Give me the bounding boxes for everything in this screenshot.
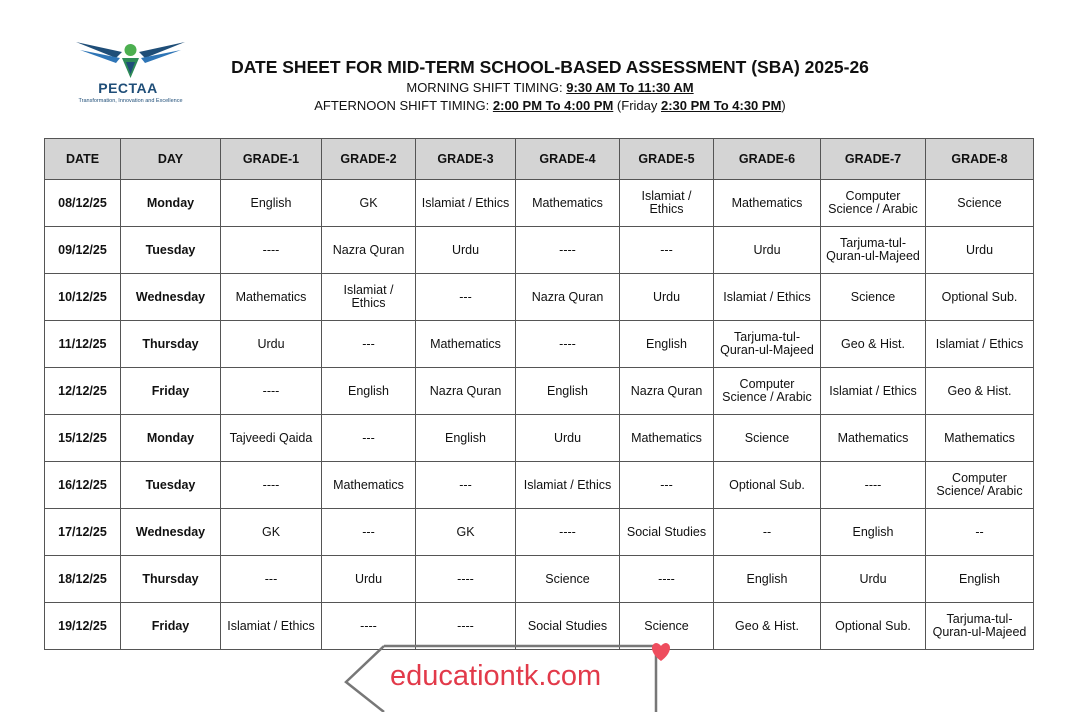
- friday-open: (Friday: [616, 98, 658, 113]
- table-body: [45, 180, 1034, 650]
- subject-cell: Computer Science/ Arabic: [926, 462, 1034, 509]
- subject-cell: Mathematics: [926, 415, 1034, 462]
- day-cell: Tuesday: [121, 227, 221, 274]
- subject-cell: Urdu: [714, 227, 821, 274]
- subject-cell: Science: [821, 274, 926, 321]
- watermark-text: educationtk.com: [390, 660, 602, 692]
- subject-cell: GK: [221, 509, 322, 556]
- subject-cell: ----: [516, 227, 620, 274]
- logo-name: PECTAA: [98, 80, 158, 96]
- subject-cell: Tarjuma-tul-Quran-ul-Majeed: [926, 603, 1034, 650]
- column-header: GRADE-8: [926, 139, 1034, 180]
- morning-time: 9:30 AM To 11:30 AM: [566, 80, 694, 95]
- subject-cell: Islamiat / Ethics: [620, 180, 714, 227]
- subject-cell: Mathematics: [821, 415, 926, 462]
- subject-cell: Science: [620, 603, 714, 650]
- subject-cell: Optional Sub.: [714, 462, 821, 509]
- subject-cell: Islamiat / Ethics: [322, 274, 416, 321]
- table-header-row: [45, 139, 1034, 180]
- column-header: GRADE-5: [620, 139, 714, 180]
- date-cell: 18/12/25: [45, 556, 121, 603]
- friday-time: 2:30 PM To 4:30 PM: [661, 98, 782, 113]
- table-row: [45, 321, 1034, 368]
- friday-close: ): [781, 98, 786, 113]
- page-title: DATE SHEET FOR MID-TERM SCHOOL-BASED ASSESSMENT (SBA) 2025-26: [231, 57, 869, 77]
- subject-cell: Nazra Quran: [516, 274, 620, 321]
- table-row: [45, 274, 1034, 321]
- subject-cell: Urdu: [416, 227, 516, 274]
- subject-cell: Mathematics: [221, 274, 322, 321]
- subject-cell: Mathematics: [620, 415, 714, 462]
- date-cell: 10/12/25: [45, 274, 121, 321]
- subject-cell: ---: [416, 274, 516, 321]
- subject-cell: ----: [221, 227, 322, 274]
- subject-cell: Nazra Quran: [322, 227, 416, 274]
- subject-cell: Urdu: [821, 556, 926, 603]
- table-row: [45, 509, 1034, 556]
- column-header: DAY: [121, 139, 221, 180]
- date-cell: 09/12/25: [45, 227, 121, 274]
- column-header: GRADE-1: [221, 139, 322, 180]
- table-row: [45, 415, 1034, 462]
- morning-label: MORNING SHIFT TIMING:: [406, 80, 563, 95]
- subject-cell: Urdu: [926, 227, 1034, 274]
- subject-cell: Geo & Hist.: [926, 368, 1034, 415]
- day-cell: Thursday: [121, 556, 221, 603]
- column-header: GRADE-6: [714, 139, 821, 180]
- subject-cell: Social Studies: [620, 509, 714, 556]
- date-cell: 15/12/25: [45, 415, 121, 462]
- subject-cell: GK: [416, 509, 516, 556]
- subject-cell: GK: [322, 180, 416, 227]
- day-cell: Wednesday: [121, 509, 221, 556]
- day-cell: Friday: [121, 603, 221, 650]
- subject-cell: English: [322, 368, 416, 415]
- subject-cell: Mathematics: [714, 180, 821, 227]
- subject-cell: Islamiat / Ethics: [416, 180, 516, 227]
- table-row: [45, 556, 1034, 603]
- subject-cell: Urdu: [620, 274, 714, 321]
- subject-cell: Nazra Quran: [620, 368, 714, 415]
- subject-cell: ---: [322, 415, 416, 462]
- subject-cell: ----: [620, 556, 714, 603]
- subject-cell: English: [516, 368, 620, 415]
- subject-cell: Urdu: [322, 556, 416, 603]
- afternoon-time: 2:00 PM To 4:00 PM: [492, 98, 614, 113]
- subject-cell: Islamiat / Ethics: [516, 462, 620, 509]
- afternoon-label: AFTERNOON SHIFT TIMING:: [314, 98, 490, 113]
- day-cell: Friday: [121, 368, 221, 415]
- subject-cell: Nazra Quran: [416, 368, 516, 415]
- subject-cell: Tarjuma-tul-Quran-ul-Majeed: [714, 321, 821, 368]
- subject-cell: Tarjuma-tul-Quran-ul-Majeed: [821, 227, 926, 274]
- date-cell: 16/12/25: [45, 462, 121, 509]
- column-header: GRADE-2: [322, 139, 416, 180]
- subject-cell: Mathematics: [416, 321, 516, 368]
- subject-cell: Geo & Hist.: [821, 321, 926, 368]
- afternoon-shift-timing: [150, 98, 950, 113]
- day-cell: Thursday: [121, 321, 221, 368]
- subject-cell: Mathematics: [322, 462, 416, 509]
- subject-cell: Tajveedi Qaida: [221, 415, 322, 462]
- table-row: [45, 227, 1034, 274]
- subject-cell: Computer Science / Arabic: [821, 180, 926, 227]
- table-row: [45, 368, 1034, 415]
- subject-cell: ----: [516, 321, 620, 368]
- column-header: GRADE-4: [516, 139, 620, 180]
- subject-cell: Geo & Hist.: [714, 603, 821, 650]
- subject-cell: ----: [221, 462, 322, 509]
- subject-cell: Social Studies: [516, 603, 620, 650]
- subject-cell: ---: [322, 321, 416, 368]
- logo-tagline: Transformation, Innovation and Excellence: [78, 98, 183, 104]
- subject-cell: ----: [821, 462, 926, 509]
- heart-icon: [648, 638, 674, 664]
- subject-cell: English: [821, 509, 926, 556]
- subject-cell: ----: [416, 556, 516, 603]
- subject-cell: --: [714, 509, 821, 556]
- subject-cell: Mathematics: [516, 180, 620, 227]
- table-row: [45, 462, 1034, 509]
- date-cell: 08/12/25: [45, 180, 121, 227]
- column-header: DATE: [45, 139, 121, 180]
- date-sheet-table: [44, 138, 1034, 650]
- subject-cell: --: [926, 509, 1034, 556]
- subject-cell: Islamiat / Ethics: [714, 274, 821, 321]
- subject-cell: ----: [221, 368, 322, 415]
- subject-cell: ---: [416, 462, 516, 509]
- column-header: GRADE-3: [416, 139, 516, 180]
- subject-cell: ---: [620, 227, 714, 274]
- day-cell: Monday: [121, 180, 221, 227]
- subject-cell: English: [416, 415, 516, 462]
- subject-cell: English: [714, 556, 821, 603]
- subject-cell: Optional Sub.: [821, 603, 926, 650]
- subject-cell: Islamiat / Ethics: [221, 603, 322, 650]
- day-cell: Tuesday: [121, 462, 221, 509]
- subject-cell: Islamiat / Ethics: [926, 321, 1034, 368]
- table-row: [45, 603, 1034, 650]
- subject-cell: Science: [926, 180, 1034, 227]
- subject-cell: Science: [714, 415, 821, 462]
- day-cell: Wednesday: [121, 274, 221, 321]
- subject-cell: Urdu: [516, 415, 620, 462]
- subject-cell: ----: [416, 603, 516, 650]
- date-cell: 12/12/25: [45, 368, 121, 415]
- day-cell: Monday: [121, 415, 221, 462]
- subject-cell: ---: [620, 462, 714, 509]
- subject-cell: Urdu: [221, 321, 322, 368]
- subject-cell: Optional Sub.: [926, 274, 1034, 321]
- date-cell: 17/12/25: [45, 509, 121, 556]
- date-cell: 19/12/25: [45, 603, 121, 650]
- column-header: GRADE-7: [821, 139, 926, 180]
- subject-cell: English: [620, 321, 714, 368]
- subject-cell: ----: [516, 509, 620, 556]
- table-row: [45, 180, 1034, 227]
- subject-cell: ---: [221, 556, 322, 603]
- subject-cell: Islamiat / Ethics: [821, 368, 926, 415]
- subject-cell: ----: [322, 603, 416, 650]
- subject-cell: Computer Science / Arabic: [714, 368, 821, 415]
- subject-cell: ---: [322, 509, 416, 556]
- date-cell: 11/12/25: [45, 321, 121, 368]
- morning-shift-timing: [150, 80, 950, 95]
- subject-cell: Science: [516, 556, 620, 603]
- subject-cell: English: [221, 180, 322, 227]
- subject-cell: English: [926, 556, 1034, 603]
